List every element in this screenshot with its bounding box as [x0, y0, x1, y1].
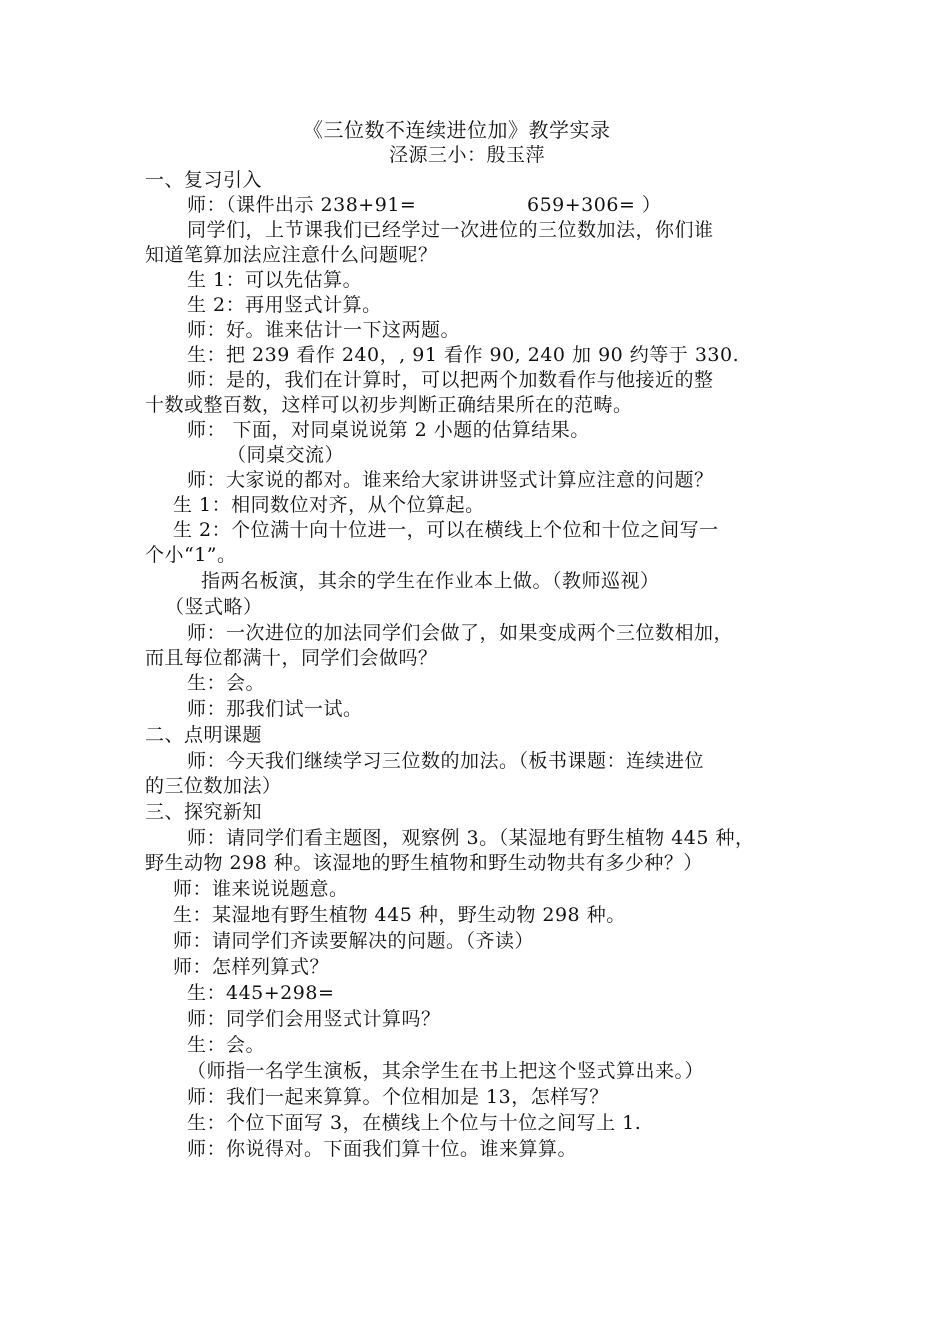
- text-line: 师：是的，我们在计算时，可以把两个加数看作与他接近的整: [187, 369, 714, 391]
- text-line: 师：那我们试一试。: [187, 698, 363, 720]
- text-line: （竖式略）: [165, 596, 263, 618]
- document-author: 泾源三小：殷玉萍: [389, 144, 546, 166]
- text-line: 师：谁来说说题意。: [173, 878, 349, 900]
- text-line: 师：同学们会用竖式计算吗？: [187, 1008, 441, 1030]
- section-heading: 二、点明课题: [145, 724, 263, 746]
- section-heading: 三、探究新知: [145, 801, 263, 823]
- text-line: 生 2：个位满十向十位进一，可以在横线上个位和十位之间写一: [173, 519, 719, 541]
- text-line: 指两名板演，其余的学生在作业本上做。（教师巡视）: [201, 570, 660, 592]
- text-line: 的三位数加法）: [145, 775, 282, 797]
- text-line: 生：个位下面写 3，在横线上个位与十位之间写上 1.: [187, 1112, 642, 1134]
- text-line: 知道笔算加法应注意什么问题呢？: [145, 244, 438, 266]
- text-line: 659+306= ）: [527, 194, 662, 216]
- text-line: 师：一次进位的加法同学们会做了，如果变成两个三位数相加，: [187, 622, 734, 644]
- text-line: 十数或整百数，这样可以初步判断正确结果所在的范畴。: [145, 394, 633, 416]
- text-line: 生：把 239 看作 240，, 91 看作 90, 240 加 90 约等于 330.: [187, 344, 740, 366]
- text-line: （师指一名学生演板，其余学生在书上把这个竖式算出来。）: [187, 1060, 705, 1082]
- text-line: 生：会。: [187, 1034, 266, 1056]
- text-line: 生 1：相同数位对齐，从个位算起。: [173, 494, 485, 516]
- text-line: 生：某湿地有野生植物 445 种，野生动物 298 种。: [173, 904, 626, 926]
- text-line: 师：好。谁来估计一下这两题。: [187, 319, 461, 341]
- text-line: 师：大家说的都对。谁来给大家讲讲竖式计算应注意的问题？: [187, 469, 714, 491]
- text-line: 师：今天我们继续学习三位数的加法。（板书课题：连续进位: [187, 750, 705, 772]
- document-title: 《三位数不连续进位加》教学实录: [303, 118, 611, 142]
- section-heading: 一、复习引入: [145, 169, 263, 191]
- text-line: 师：（课件出示 238+91=: [187, 194, 417, 216]
- text-line: （同桌交流）: [227, 444, 345, 466]
- text-line: 生：会。: [187, 672, 266, 694]
- text-line: 生：445+298=: [187, 982, 335, 1004]
- text-line: 师：我们一起来算算。个位相加是 13，怎样写？: [187, 1086, 609, 1108]
- text-line: 师：请同学们看主题图，观察例 3。（某湿地有野生植物 445 种，: [187, 827, 755, 849]
- text-line: 师： 下面，对同桌说说第 2 小题的估算结果。: [187, 419, 590, 441]
- text-line: 野生动物 298 种。该湿地的野生植物和野生动物共有多少种？）: [145, 852, 703, 874]
- text-line: 个小“1”。: [145, 544, 237, 566]
- text-line: 师：怎样列算式？: [173, 956, 330, 978]
- text-line: 而且每位都满十，同学们会做吗？: [145, 647, 438, 669]
- text-line: 同学们，上节课我们已经学过一次进位的三位数加法，你们谁: [187, 219, 714, 241]
- text-line: 生 2：再用竖式计算。: [187, 294, 382, 316]
- text-line: 师：你说得对。下面我们算十位。谁来算算。: [187, 1138, 578, 1160]
- text-line: 师：请同学们齐读要解决的问题。（齐读）: [173, 930, 535, 952]
- text-line: 生 1：可以先估算。: [187, 269, 363, 291]
